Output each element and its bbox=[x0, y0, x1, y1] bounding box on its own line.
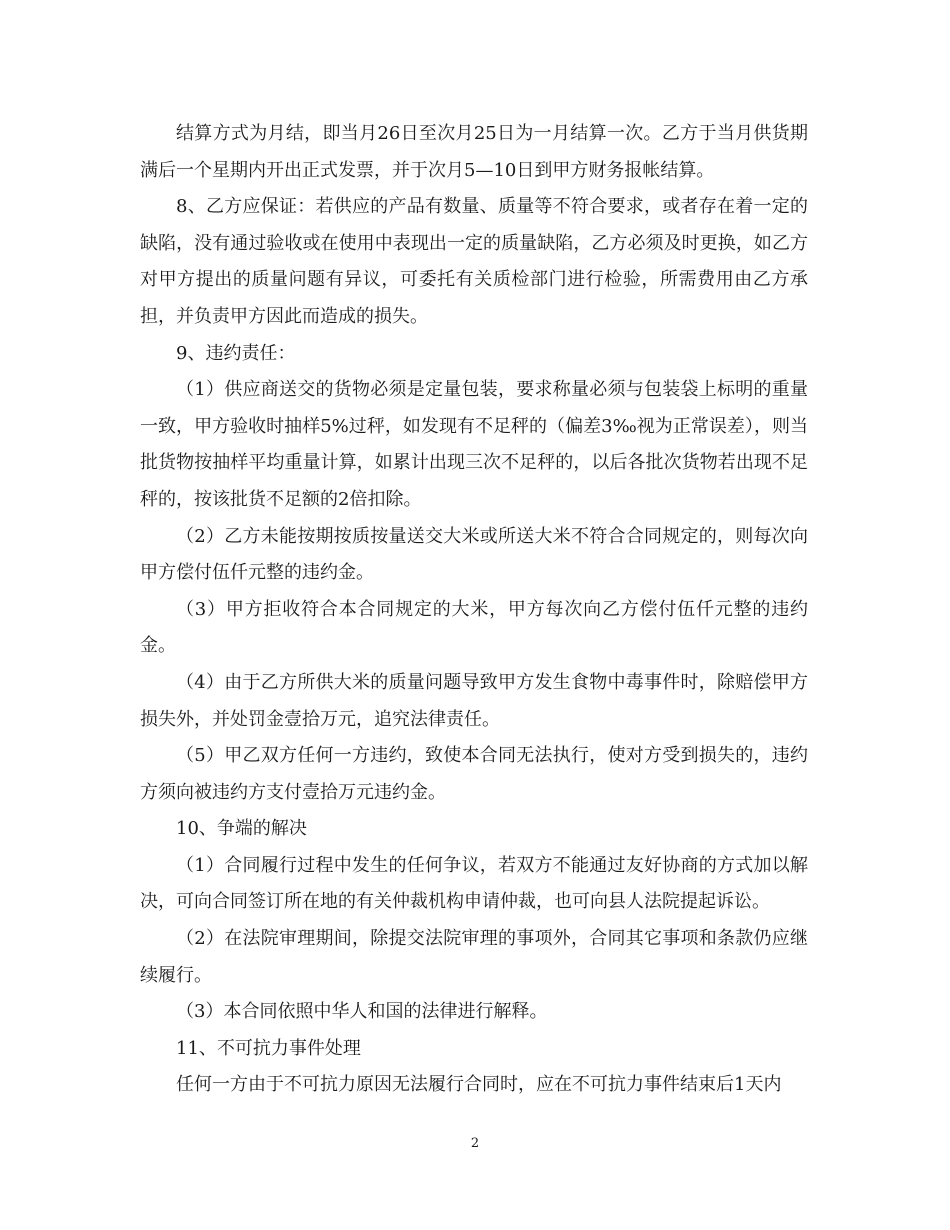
paragraph-clause-10-3: （3）本合同依照中华人和国的法律进行解释。 bbox=[176, 1001, 548, 1023]
document-body bbox=[140, 116, 808, 1104]
paragraph-clause-9-3: （3）甲方拒收符合本合同规定的大米，甲方每次向乙方偿付伍仟元整的违约金。 bbox=[140, 598, 808, 657]
paragraph-clause-11-body: 任何一方由于不可抗力原因无法履行合同时，应在不可抗力事件结束后1天内 bbox=[176, 1074, 782, 1096]
paragraph-clause-9-2: （2）乙方未能按期按质按量送交大米或所送大米不符合合同规定的，则每次向甲方偿付伍仟元整的违约金。 bbox=[140, 525, 808, 584]
paragraph-clause-10-heading: 10、争端的解决 bbox=[176, 818, 307, 840]
paragraph-clause-9-4: （4）由于乙方所供大米的质量问题导致甲方发生食物中毒事件时，除赔偿甲方损失外，并处罚金壹拾万元，追究法律责任。 bbox=[140, 671, 808, 730]
paragraph-settlement-method: 结算方式为月结，即当月26日至次月25日为一月结算一次。乙方于当月供货期满后一个星期内开出正式发票，并于次月5—10日到甲方财务报帐结算。 bbox=[140, 123, 808, 181]
paragraph-clause-11-heading: 11、不可抗力事件处理 bbox=[176, 1037, 361, 1059]
paragraph-clause-10-1: （1）合同履行过程中发生的任何争议，若双方不能通过友好协商的方式加以解决，可向合同签订所在地的有关仲裁机构申请仲裁，也可向县人法院提起诉讼。 bbox=[140, 854, 808, 913]
paragraph-clause-9-5: （5）甲乙双方任何一方违约，致使本合同无法执行，使对方受到损失的，违约方须向被违约方支付壹拾万元违约金。 bbox=[140, 745, 808, 803]
paragraph-clause-8-guarantee: 8、乙方应保证：若供应的产品有数量、质量等不符合要求，或者存在着一定的缺陷，没有通过验收或在使用中表现出一定的质量缺陷，乙方必须及时更换，如乙方对甲方提出的质量问题有异议，可委托有关质检部门进行检验，所需费用由乙方承担，并负责甲方因此而造成的损失。 bbox=[140, 196, 808, 327]
paragraph-clause-9-heading: 9、违约责任： bbox=[176, 342, 296, 364]
paragraph-clause-9-1: （1）供应商送交的货物必须是定量包装，要求称量必须与包装袋上标明的重量一致，甲方验收时抽样5%过秤，如发现有不足秤的（偏差3‰视为正常误差），则当批货物按抽样平均重量计算，如累计出现三次不足秤的，以后各批次货物若出现不足秤的，按该批货不足额的2倍扣除。 bbox=[140, 379, 808, 510]
paragraph-clause-10-2: （2）在法院审理期间，除提交法院审理的事项外，合同其它事项和条款仍应继续履行。 bbox=[140, 928, 808, 986]
page-number: 2 bbox=[470, 1136, 480, 1151]
